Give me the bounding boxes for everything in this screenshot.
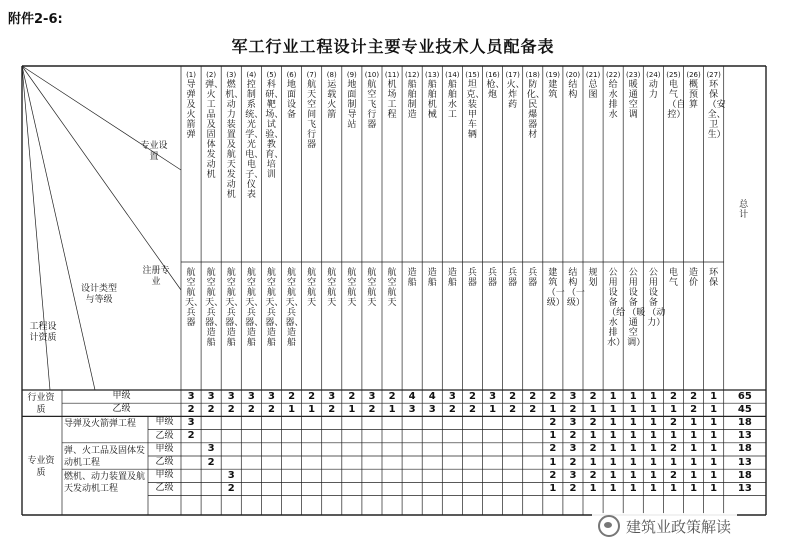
table-cell: 1 xyxy=(288,403,296,415)
table-cell: 1 xyxy=(609,456,617,468)
column-number: (5) xyxy=(266,71,277,79)
qualification-label: 工程设计资质 xyxy=(29,322,57,343)
table-cell: 2 xyxy=(227,482,235,494)
table-cell: 1 xyxy=(690,482,698,494)
column-specialty-name: 环保（安全、卫生） xyxy=(707,80,726,140)
table-cell: 18 xyxy=(737,443,752,455)
table-cell: 2 xyxy=(207,403,215,415)
table-cell: 3 xyxy=(207,390,215,402)
table-cell: 4 xyxy=(408,390,416,402)
table-cell: 1 xyxy=(710,443,718,455)
table-cell: 1 xyxy=(549,482,557,494)
table-cell: 3 xyxy=(247,390,255,402)
table-cell: 3 xyxy=(227,469,235,481)
table-cell: 2 xyxy=(549,390,557,402)
column-registered-specialty: 造价 xyxy=(689,268,699,288)
table-cell: 1 xyxy=(609,403,617,415)
table-cell: 1 xyxy=(348,403,356,415)
table-cell: 65 xyxy=(737,390,752,402)
diagonal-line xyxy=(22,66,181,290)
column-specialty-name: 运载火箭 xyxy=(327,80,337,120)
column-registered-specialty: 公用设备（暖通空调） xyxy=(627,268,646,348)
column-specialty-name: 航天空间飞行器 xyxy=(307,80,317,150)
column-registered-specialty: 造船 xyxy=(407,268,417,288)
column-specialty-name: 船舶机械 xyxy=(427,80,437,120)
column-registered-specialty: 造船 xyxy=(427,268,437,288)
grade-label: 甲级 xyxy=(155,443,174,454)
table-cell: 2 xyxy=(468,403,476,415)
table-cell: 2 xyxy=(187,430,195,442)
column-number: (1) xyxy=(186,71,196,79)
grade-label: 乙级 xyxy=(155,457,174,467)
column-number: (12) xyxy=(404,71,420,79)
table-cell: 2 xyxy=(589,443,597,455)
table-cell: 2 xyxy=(690,403,698,415)
column-number: (20) xyxy=(565,71,581,79)
table-cell: 1 xyxy=(609,469,617,481)
table-cell: 1 xyxy=(629,456,637,468)
table-cell: 1 xyxy=(690,416,698,428)
column-number: (14) xyxy=(445,71,460,79)
table-cell: 1 xyxy=(669,482,677,494)
table-cell: 2 xyxy=(207,456,215,468)
table-cell: 2 xyxy=(569,456,577,468)
industry-group-label: 行业资质 xyxy=(27,393,55,415)
table-cell: 2 xyxy=(368,403,376,415)
column-specialty-name: 导弹及火箭弹 xyxy=(186,80,196,140)
column-registered-specialty: 航空航天、兵器 xyxy=(185,268,204,328)
column-specialty-name: 地面设备 xyxy=(287,80,297,120)
column-registered-specialty: 航空航天 xyxy=(367,268,377,308)
column-specialty-name: 建筑 xyxy=(548,80,558,100)
column-number: (24) xyxy=(646,71,661,79)
table-cell: 2 xyxy=(247,403,255,415)
column-registered-specialty: 航空航天 xyxy=(307,268,317,308)
column-number: (26) xyxy=(686,71,701,79)
column-number: (16) xyxy=(485,71,500,79)
table-cell: 1 xyxy=(649,416,657,428)
table-cell: 2 xyxy=(669,443,677,455)
table-cell: 1 xyxy=(589,456,597,468)
table-cell: 3 xyxy=(328,390,336,402)
table-cell: 1 xyxy=(690,443,698,455)
table-cell: 1 xyxy=(489,403,497,415)
column-specialty-name: 防化、民爆器材 xyxy=(526,80,545,140)
table-cell: 2 xyxy=(288,390,296,402)
total-header: 总计 xyxy=(739,200,749,220)
table-cell: 1 xyxy=(649,456,657,468)
table-cell: 45 xyxy=(737,403,752,415)
column-number: (4) xyxy=(246,71,257,79)
table-cell: 2 xyxy=(308,390,316,402)
project-name: 导弹及火箭弹工程 xyxy=(64,419,137,430)
column-number: (27) xyxy=(706,71,721,79)
table-cell: 1 xyxy=(629,443,637,455)
table-cell: 1 xyxy=(649,443,657,455)
grade-label: 乙级 xyxy=(155,430,174,441)
table-cell: 2 xyxy=(589,416,597,428)
table-cell: 3 xyxy=(207,443,215,455)
table-cell: 2 xyxy=(328,403,336,415)
column-registered-specialty: 公用设备（动力） xyxy=(647,268,666,328)
grade-label: 乙级 xyxy=(155,483,174,494)
column-registered-specialty: 电气 xyxy=(668,268,678,288)
column-number: (23) xyxy=(626,71,641,79)
table-cell: 3 xyxy=(408,403,416,415)
table-cell: 18 xyxy=(737,469,752,481)
table-cell: 1 xyxy=(710,416,718,428)
table-cell: 2 xyxy=(468,390,476,402)
column-specialty-name: 机场工程 xyxy=(387,80,397,120)
table-cell: 1 xyxy=(629,430,637,442)
column-registered-specialty: 兵器 xyxy=(488,268,498,288)
column-number: (25) xyxy=(666,71,681,79)
column-registered-specialty: 航空航天、兵器、造船 xyxy=(265,268,284,348)
table-cell: 1 xyxy=(649,469,657,481)
column-specialty-name: 给水排水 xyxy=(608,80,618,120)
column-registered-specialty: 规划 xyxy=(588,268,598,288)
table-cell: 2 xyxy=(669,390,677,402)
table-cell: 18 xyxy=(737,416,752,428)
column-specialty-name: 枪、炮 xyxy=(486,80,505,100)
table-cell: 1 xyxy=(609,390,617,402)
column-number: (3) xyxy=(226,71,237,79)
table-cell: 2 xyxy=(509,390,517,402)
table-cell: 2 xyxy=(549,469,557,481)
column-registered-specialty: 结构（一级） xyxy=(566,268,585,308)
column-specialty-name: 电气（自控） xyxy=(667,80,686,120)
table-cell: 1 xyxy=(690,430,698,442)
table-cell: 2 xyxy=(509,403,517,415)
column-specialty-name: 暖通空调 xyxy=(628,80,638,120)
table-cell: 3 xyxy=(187,416,195,428)
column-number: (17) xyxy=(505,71,520,79)
column-registered-specialty: 航空航天、兵器、造船 xyxy=(205,268,224,348)
column-registered-specialty: 公用设备（给水排水） xyxy=(607,268,626,348)
column-registered-specialty: 航空航天 xyxy=(327,268,337,308)
column-number: (15) xyxy=(465,71,480,79)
table-cell: 1 xyxy=(388,403,396,415)
table-cell: 2 xyxy=(569,482,577,494)
column-number: (6) xyxy=(286,71,297,79)
grade-label: 甲级 xyxy=(112,391,131,401)
grade-label: 乙级 xyxy=(112,404,131,415)
column-specialty-name: 控制系统、光学、光电、电子、仪表 xyxy=(245,80,264,200)
table-cell: 2 xyxy=(549,443,557,455)
table-cell: 3 xyxy=(368,390,376,402)
table-cell: 1 xyxy=(629,482,637,494)
table-cell: 1 xyxy=(629,469,637,481)
table-cell: 3 xyxy=(569,469,577,481)
column-specialty-name: 总图 xyxy=(588,80,598,100)
table-cell: 1 xyxy=(589,430,597,442)
table-cell: 4 xyxy=(428,390,436,402)
annex-label: 附件2-6: xyxy=(8,12,63,27)
table-cell: 3 xyxy=(569,443,577,455)
page-title: 军工行业工程设计主要专业技术人员配备表 xyxy=(231,37,555,56)
table-cell: 1 xyxy=(649,403,657,415)
table-cell: 1 xyxy=(609,416,617,428)
column-specialty-name: 船舶水工 xyxy=(447,80,457,120)
specialty-setting-label: 专业设置 xyxy=(140,141,168,162)
project-name: 燃机、动力装置及航天发动机工程 xyxy=(64,472,146,495)
column-specialty-name: 地面制导站 xyxy=(347,80,357,130)
table-cell: 3 xyxy=(448,390,456,402)
table-cell: 1 xyxy=(649,430,657,442)
table-cell: 1 xyxy=(649,482,657,494)
table-cell: 3 xyxy=(227,390,235,402)
table-cell: 3 xyxy=(187,390,195,402)
table-cell: 1 xyxy=(589,403,597,415)
table-cell: 2 xyxy=(529,403,537,415)
table-cell: 1 xyxy=(629,403,637,415)
table-cell: 1 xyxy=(710,469,718,481)
table-cell: 1 xyxy=(710,430,718,442)
project-name: 弹、火工品及固体发动机工程 xyxy=(64,445,146,468)
table-cell: 13 xyxy=(737,482,752,494)
table-cell: 2 xyxy=(388,390,396,402)
table-cell: 1 xyxy=(669,456,677,468)
table-cell: 2 xyxy=(187,403,195,415)
table-cell: 1 xyxy=(669,430,677,442)
watermark-text: 建筑业政策解读 xyxy=(626,517,732,536)
column-specialty-name: 弹、火工品及固体发动机 xyxy=(205,80,224,180)
table-cell: 1 xyxy=(710,403,718,415)
grade-label: 甲级 xyxy=(155,417,174,428)
table-cell: 2 xyxy=(549,416,557,428)
table-cell: 1 xyxy=(669,403,677,415)
table-cell: 1 xyxy=(690,456,698,468)
column-specialty-name: 概预算 xyxy=(689,80,699,110)
column-number: (7) xyxy=(306,71,317,79)
table-cell: 1 xyxy=(629,416,637,428)
table-cell: 2 xyxy=(569,403,577,415)
column-specialty-name: 动力 xyxy=(648,80,658,100)
table-cell: 1 xyxy=(629,390,637,402)
column-registered-specialty: 环保 xyxy=(709,268,719,288)
table-cell: 3 xyxy=(267,390,275,402)
table-cell: 13 xyxy=(737,430,752,442)
column-registered-specialty: 兵器 xyxy=(528,268,538,288)
table-cell: 1 xyxy=(609,443,617,455)
table-cell: 1 xyxy=(690,469,698,481)
table-cell: 1 xyxy=(710,482,718,494)
table-cell: 3 xyxy=(428,403,436,415)
registered-specialty-label: 注册专业 xyxy=(142,266,170,287)
table-cell: 2 xyxy=(267,403,275,415)
column-registered-specialty: 航空航天、兵器、造船 xyxy=(245,268,264,348)
table-cell: 2 xyxy=(669,469,677,481)
column-specialty-name: 燃机、动力装置及航天发动机 xyxy=(225,80,244,200)
column-specialty-name: 火、炸药 xyxy=(506,80,525,110)
column-number: (22) xyxy=(605,71,621,79)
table-cell: 2 xyxy=(569,430,577,442)
table-cell: 1 xyxy=(710,456,718,468)
column-registered-specialty: 航空航天 xyxy=(347,268,357,308)
column-number: (2) xyxy=(206,71,217,79)
column-specialty-name: 坦克、装甲车辆 xyxy=(466,80,485,140)
column-registered-specialty: 兵器 xyxy=(508,268,518,288)
column-specialty-name: 船舶制造 xyxy=(407,80,417,120)
column-specialty-name: 结构 xyxy=(568,80,578,100)
column-registered-specialty: 航空航天、兵器、造船 xyxy=(285,268,304,348)
table-cell: 1 xyxy=(710,390,718,402)
table-cell: 2 xyxy=(448,403,456,415)
specialty-group-label: 专业资质 xyxy=(27,456,55,478)
wechat-logo-icon xyxy=(598,515,620,537)
table-cell: 2 xyxy=(669,416,677,428)
table-cell: 2 xyxy=(348,390,356,402)
table-cell: 2 xyxy=(589,469,597,481)
table-cell: 3 xyxy=(489,390,497,402)
table-cell: 2 xyxy=(529,390,537,402)
column-registered-specialty: 建筑（一级） xyxy=(546,268,565,308)
table-cell: 2 xyxy=(589,390,597,402)
table-cell: 1 xyxy=(549,456,557,468)
table-cell: 13 xyxy=(737,456,752,468)
column-number: (13) xyxy=(425,71,440,79)
table-cell: 1 xyxy=(549,430,557,442)
table-cell: 3 xyxy=(569,390,577,402)
table-cell: 3 xyxy=(569,416,577,428)
column-registered-specialty: 航空航天 xyxy=(387,268,397,308)
column-registered-specialty: 造船 xyxy=(447,268,457,288)
column-number: (11) xyxy=(384,71,400,79)
column-registered-specialty: 航空航天、兵器、造船 xyxy=(225,268,244,348)
column-number: (19) xyxy=(545,71,561,79)
column-number: (21) xyxy=(585,71,601,79)
table-cell: 2 xyxy=(690,390,698,402)
table-cell: 2 xyxy=(227,403,235,415)
grade-label: 甲级 xyxy=(155,470,174,481)
column-number: (9) xyxy=(346,71,357,79)
column-number: (10) xyxy=(364,71,380,79)
table-cell: 1 xyxy=(589,482,597,494)
column-specialty-name: 航空飞行器 xyxy=(367,80,377,130)
column-specialty-name: 科研、靶场、试验、教育、培训 xyxy=(265,80,284,180)
column-registered-specialty: 兵器 xyxy=(467,268,477,288)
watermark xyxy=(592,513,737,539)
table-cell: 1 xyxy=(609,482,617,494)
design-type-grade-label: 设计类型与等级 xyxy=(80,284,117,305)
table-cell: 1 xyxy=(549,403,557,415)
table-cell: 1 xyxy=(649,390,657,402)
table-cell: 1 xyxy=(609,430,617,442)
column-number: (8) xyxy=(326,71,337,79)
table-cell: 1 xyxy=(308,403,316,415)
column-number: (18) xyxy=(525,71,540,79)
